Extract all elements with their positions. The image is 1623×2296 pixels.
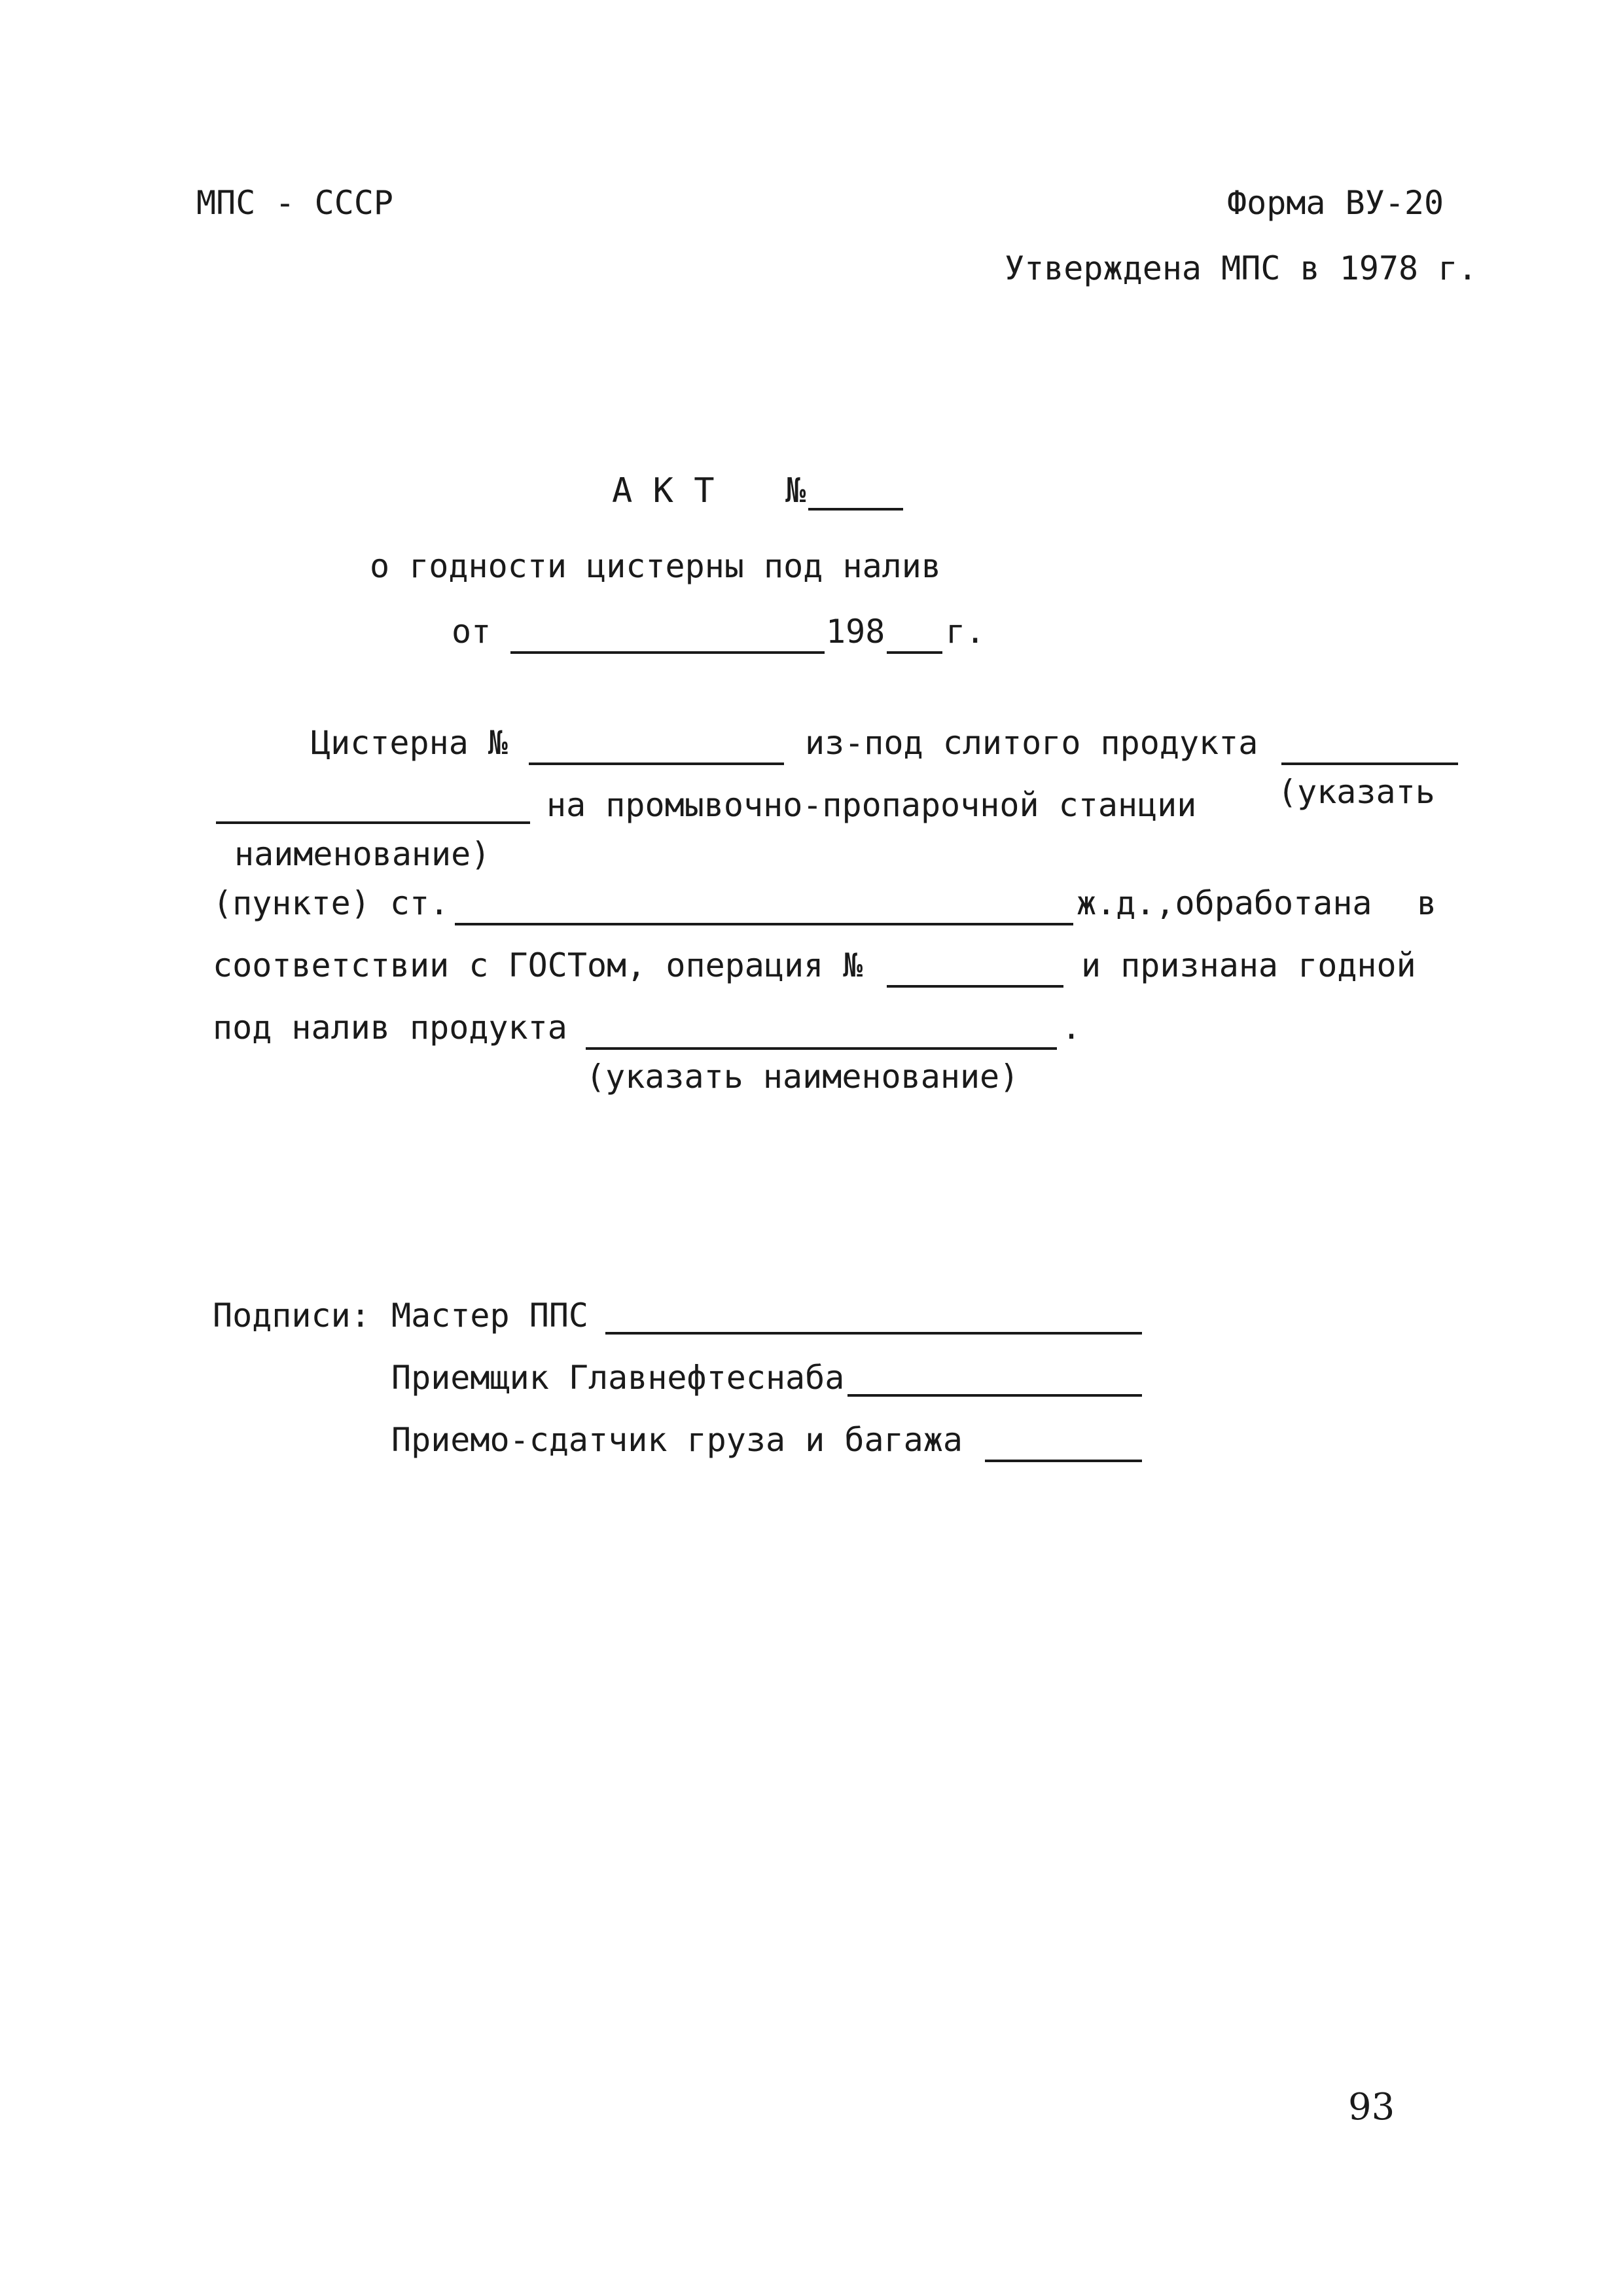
signatures-label: Подписи: <box>213 1297 370 1335</box>
filling-product-label: под налив продукта <box>213 1009 567 1047</box>
operation-number-field[interactable] <box>887 985 1063 988</box>
act-number-field[interactable] <box>808 508 903 511</box>
gost-operation-label: соответствии с ГОСТом, операция № <box>213 946 863 984</box>
number-sign: № <box>785 471 806 511</box>
cargo-agent-label: Приемо-сдатчик груза и багажа <box>391 1421 963 1459</box>
date-label: от <box>452 613 491 651</box>
tank-number-label: Цистерна № <box>311 724 508 762</box>
document-title: А К Т <box>612 471 715 511</box>
name-hint: наименование) <box>234 835 491 873</box>
date-field[interactable] <box>510 651 825 654</box>
master-label: Мастер ППС <box>391 1297 589 1335</box>
organization-header: МПС - СССР <box>196 184 394 222</box>
receiver-signature-field[interactable] <box>847 1394 1142 1397</box>
date-year-prefix: 198 <box>826 613 885 651</box>
period-mark: . <box>1061 1009 1082 1047</box>
cargo-agent-signature-field[interactable] <box>985 1460 1142 1462</box>
date-year-suffix: г. <box>946 613 986 651</box>
recognized-label: и признана годной <box>1081 946 1416 984</box>
page-number: 93 <box>1348 2086 1395 2128</box>
master-signature-field[interactable] <box>605 1332 1142 1335</box>
station-field[interactable] <box>455 923 1073 925</box>
drained-product-field-cont[interactable] <box>216 821 530 824</box>
receiver-label: Приемщик Главнефтеснаба <box>391 1359 845 1397</box>
specify-name-hint: (указать наименование) <box>586 1058 1020 1096</box>
specify-hint: (указать <box>1277 773 1435 811</box>
document-subtitle: о годности цистерны под налив <box>370 547 941 585</box>
station-point-label: (пункте) ст. <box>213 884 450 922</box>
date-year-field[interactable] <box>887 651 942 654</box>
drained-product-label: из-под слитого продукта <box>805 724 1258 762</box>
railway-processed-label: ж.д.,обработана <box>1077 884 1372 922</box>
approval-note: Утверждена МПС в 1978 г. <box>1005 249 1478 287</box>
in-word: в <box>1417 884 1437 922</box>
tank-number-field[interactable] <box>529 762 784 765</box>
drained-product-field[interactable] <box>1281 762 1458 765</box>
filling-product-field[interactable] <box>586 1047 1057 1050</box>
form-code: Форма ВУ-20 <box>1227 184 1444 222</box>
washing-station-label: на промывочно-пропарочной станции <box>546 786 1197 824</box>
